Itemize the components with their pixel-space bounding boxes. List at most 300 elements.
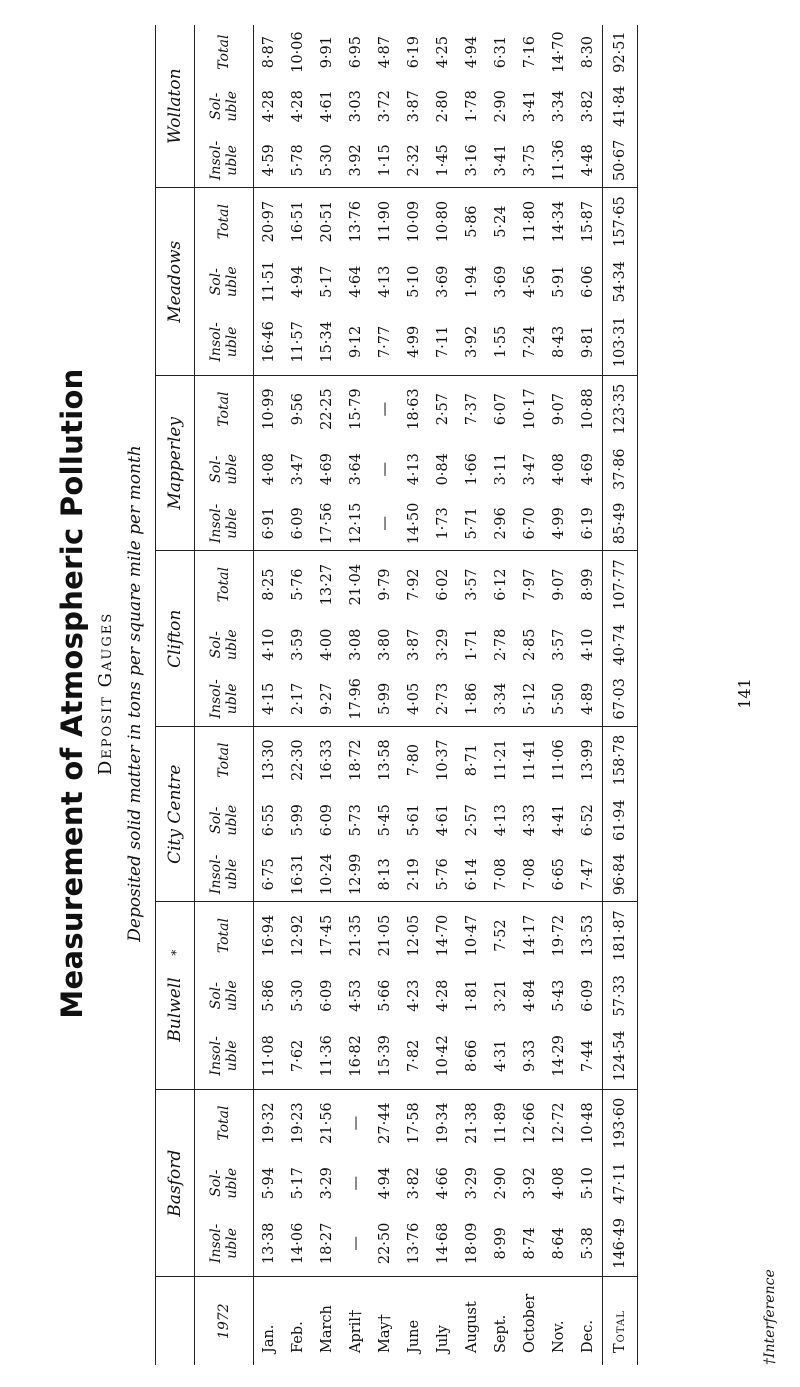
column-header: Sol- uble xyxy=(195,1156,254,1210)
table-cell: 4·94 xyxy=(463,35,480,69)
table-cell: 8·64 xyxy=(550,1227,567,1260)
month-label: Jan. xyxy=(254,1277,284,1365)
table-cell: 9·79 xyxy=(370,551,399,618)
table-cell: 4·00 xyxy=(318,628,335,661)
table-cell: 4·08 xyxy=(260,453,277,486)
station-meadows: Meadows xyxy=(156,188,195,376)
table-cell: 5·76 xyxy=(434,858,451,891)
table-cell: 8·74 xyxy=(521,1227,538,1260)
column-header: Insol- uble xyxy=(195,309,254,376)
table-cell: 7·80 xyxy=(399,726,428,793)
table-cell: 12·05 xyxy=(399,902,428,969)
table-cell: 12·92 xyxy=(283,902,312,969)
table-cell: 5·45 xyxy=(376,804,393,837)
table-cell: 0·84 xyxy=(434,453,451,486)
table-cell: 5·76 xyxy=(283,551,312,618)
table-cell: 2·80 xyxy=(434,90,451,123)
table-cell: 10·37 xyxy=(428,726,457,793)
table-cell: 18·27 xyxy=(318,1222,335,1265)
table-cell: 11·41 xyxy=(515,726,544,793)
table-cell: 8·99 xyxy=(492,1227,509,1260)
table-cell: 5·86 xyxy=(457,188,486,255)
table-cell: 5·61 xyxy=(405,804,422,837)
table-cell: 16·94 xyxy=(254,902,284,969)
table-cell: 7·97 xyxy=(515,551,544,618)
table-cell: 4·69 xyxy=(579,453,596,486)
column-header: Sol- uble xyxy=(195,255,254,309)
table-cell: 2·90 xyxy=(492,90,509,123)
table-cell: 11·51 xyxy=(260,261,277,303)
table-cell: 2·96 xyxy=(492,507,509,540)
column-header: Total xyxy=(195,902,254,969)
table-cell: 9·56 xyxy=(283,376,312,443)
table-cell: 22·25 xyxy=(312,376,341,443)
table-cell: 7·37 xyxy=(457,376,486,443)
total-cell: 146·49 xyxy=(603,1210,638,1277)
table-cell: — xyxy=(347,1236,364,1251)
table-cell: 5·43 xyxy=(550,979,567,1012)
table-cell: 1·15 xyxy=(376,144,393,177)
table-row xyxy=(399,25,428,1365)
table-cell: 6·07 xyxy=(486,376,515,443)
station-clifton: Clifton xyxy=(156,551,195,726)
table-cell: 12·15 xyxy=(347,502,364,545)
total-cell: 50·67 xyxy=(603,133,638,188)
table-cell: 4·10 xyxy=(579,628,596,661)
table-cell: 6·19 xyxy=(579,507,596,540)
table-cell: 6·09 xyxy=(318,979,335,1012)
table-cell: 11·57 xyxy=(289,321,306,363)
total-cell: 57·33 xyxy=(603,969,638,1023)
table-cell: 4·28 xyxy=(289,90,306,123)
table-cell: 22·30 xyxy=(283,726,312,793)
table-cell: 7·11 xyxy=(434,325,451,359)
table-cell: 6·95 xyxy=(347,35,364,69)
table-cell: 10·06 xyxy=(289,31,306,73)
table-cell: 9·91 xyxy=(318,35,335,69)
table-cell: 21·35 xyxy=(341,902,370,969)
table-cell: 16·31 xyxy=(289,853,306,896)
table-cell: 10·99 xyxy=(254,376,284,443)
total-cell: 54·34 xyxy=(603,255,638,309)
table-cell: 6·19 xyxy=(405,35,422,69)
table-cell: 5·94 xyxy=(260,1167,277,1200)
table-cell: 20·97 xyxy=(254,188,284,255)
month-label: August xyxy=(457,1277,486,1365)
table-cell: — xyxy=(376,462,393,477)
table-cell: 4·53 xyxy=(347,979,364,1012)
table-cell: 5·50 xyxy=(550,682,567,716)
column-header-row xyxy=(195,25,254,1365)
table-cell: 3·87 xyxy=(405,90,422,123)
total-cell: 123·35 xyxy=(603,376,638,443)
table-cell: 7·47 xyxy=(579,858,596,891)
table-cell: 3·41 xyxy=(521,90,538,123)
table-cell: 17·96 xyxy=(347,678,364,720)
table-cell: 1·73 xyxy=(434,507,451,540)
table-cell: 14·17 xyxy=(515,902,544,969)
table-cell: 4·15 xyxy=(260,682,277,716)
table-cell: 3·82 xyxy=(405,1167,422,1200)
column-header: Total xyxy=(195,551,254,618)
table-cell: 1·86 xyxy=(463,682,480,716)
total-cell: 47·11 xyxy=(603,1156,638,1210)
table-cell: 3·69 xyxy=(434,265,451,298)
table-cell: 14·29 xyxy=(550,1035,567,1077)
table-cell: 1·78 xyxy=(463,90,480,123)
table-cell: — xyxy=(347,1176,364,1191)
table-cell: 11·08 xyxy=(260,1035,277,1077)
table-cell: 11·06 xyxy=(544,726,573,793)
subtitle: Deposit Gauges xyxy=(95,611,116,776)
table-cell: 10·48 xyxy=(573,1089,603,1156)
column-header: Insol- uble xyxy=(195,672,254,727)
column-header: Total xyxy=(195,1089,254,1156)
table-cell: 4·99 xyxy=(550,507,567,540)
table-cell: 16·51 xyxy=(283,188,312,255)
table-cell: 5·73 xyxy=(347,804,364,837)
table-cell: 8·66 xyxy=(463,1039,480,1073)
table-cell: 3·80 xyxy=(376,628,393,661)
table-cell: 6·12 xyxy=(486,551,515,618)
table-cell: 3·69 xyxy=(492,265,509,298)
table-cell: 3·75 xyxy=(521,144,538,177)
column-header: Sol- uble xyxy=(195,79,254,133)
table-cell: 3·57 xyxy=(457,551,486,618)
table-cell: 6·02 xyxy=(428,551,457,618)
table-cell: 2·85 xyxy=(521,628,538,661)
total-cell: 124·54 xyxy=(603,1023,638,1090)
table-cell: 3·21 xyxy=(492,979,509,1012)
table-cell: 10·09 xyxy=(399,188,428,255)
table-cell: 5·86 xyxy=(260,979,277,1012)
table-cell: 13·76 xyxy=(405,1222,422,1265)
table-cell: 5·10 xyxy=(405,265,422,298)
table-cell: 14·06 xyxy=(289,1222,306,1265)
table-cell: 7·08 xyxy=(492,858,509,891)
table-cell: 19·34 xyxy=(428,1089,457,1156)
total-cell: 181·87 xyxy=(603,902,638,969)
table-cell: 3·34 xyxy=(492,682,509,716)
table-row xyxy=(544,25,573,1365)
table-cell: 3·87 xyxy=(405,628,422,661)
table-cell: 5·17 xyxy=(289,1167,306,1200)
table-cell: 13·30 xyxy=(254,726,284,793)
table-cell: 3·29 xyxy=(463,1167,480,1200)
table-cell: 2·78 xyxy=(492,628,509,661)
total-cell: 193·60 xyxy=(603,1089,638,1156)
total-label: Total xyxy=(603,1277,638,1365)
table-cell: 11·21 xyxy=(486,726,515,793)
table-cell: 5·30 xyxy=(318,144,335,177)
table-cell: 8·99 xyxy=(573,551,603,618)
table-cell: 7·16 xyxy=(521,35,538,69)
column-header: Total xyxy=(195,726,254,793)
table-cell: 1·55 xyxy=(492,325,509,359)
table-cell: 3·92 xyxy=(463,325,480,359)
table-cell: 13·76 xyxy=(341,188,370,255)
table-cell: 3·11 xyxy=(492,453,509,486)
table-cell: 14·70 xyxy=(428,902,457,969)
table-cell: 3·08 xyxy=(347,628,364,661)
month-label: Nov. xyxy=(544,1277,573,1365)
table-cell: 4·23 xyxy=(405,979,422,1012)
table-cell: 6·09 xyxy=(318,804,335,837)
table-row xyxy=(486,25,515,1365)
month-label: June xyxy=(399,1277,428,1365)
table-cell: 2·57 xyxy=(428,376,457,443)
table-cell: 13·99 xyxy=(573,726,603,793)
table-cell: 3·47 xyxy=(521,453,538,486)
column-header: Insol- uble xyxy=(195,1023,254,1090)
table-cell: 6·52 xyxy=(579,804,596,837)
table-cell: 6·09 xyxy=(289,507,306,540)
table-cell: 4·87 xyxy=(376,35,393,69)
table-cell: 9·33 xyxy=(521,1039,538,1073)
table-cell: 6·75 xyxy=(260,858,277,891)
station-basford: Basford xyxy=(156,1089,195,1277)
table-cell: 2·17 xyxy=(289,682,306,716)
table-cell: 8·87 xyxy=(260,35,277,69)
table-cell: 5·71 xyxy=(463,507,480,540)
table-cell: 4·99 xyxy=(405,325,422,359)
table-cell: 12·72 xyxy=(544,1089,573,1156)
table-cell: 3·34 xyxy=(550,90,567,123)
empty-corner xyxy=(156,1277,195,1365)
table-cell: 22·50 xyxy=(376,1222,393,1265)
table-cell: 10·80 xyxy=(428,188,457,255)
table-cell: 10·17 xyxy=(515,376,544,443)
total-cell: 61·94 xyxy=(603,793,638,847)
total-cell: 92·51 xyxy=(603,25,638,79)
table-body xyxy=(254,25,638,1365)
table-cell: 14·50 xyxy=(405,502,422,545)
table-cell: 15·79 xyxy=(341,376,370,443)
table-row xyxy=(573,25,603,1365)
table-cell: 8·30 xyxy=(579,35,596,69)
table-cell: 27·44 xyxy=(370,1089,399,1156)
table-row xyxy=(312,25,341,1365)
table-cell: 4·84 xyxy=(521,979,538,1012)
table-cell: 10·42 xyxy=(434,1035,451,1077)
table-cell: 15·39 xyxy=(376,1035,393,1077)
column-header: Sol- uble xyxy=(195,618,254,672)
month-label: July xyxy=(428,1277,457,1365)
table-cell: 5·30 xyxy=(289,979,306,1012)
column-header: Total xyxy=(195,25,254,79)
column-header: Sol- uble xyxy=(195,793,254,847)
table-cell: 4·94 xyxy=(289,265,306,298)
table-cell: 17·56 xyxy=(318,502,335,545)
station-bulwell-label: Bulwell xyxy=(165,977,185,1042)
table-cell: 4·94 xyxy=(376,1167,393,1200)
table-cell: 4·89 xyxy=(579,682,596,716)
table-cell: 12·99 xyxy=(347,853,364,896)
table-row xyxy=(428,25,457,1365)
table-cell: 3·29 xyxy=(318,1167,335,1200)
column-header: Insol- uble xyxy=(195,496,254,551)
table-cell: 6·55 xyxy=(260,804,277,837)
table-cell: 6·06 xyxy=(579,265,596,298)
table-cell: — xyxy=(376,516,393,531)
table-cell: 3·41 xyxy=(492,144,509,177)
caption: Deposited solid matter in tons per square mile per month xyxy=(125,445,145,942)
table-cell: 7·52 xyxy=(486,902,515,969)
table-cell: 6·70 xyxy=(521,507,538,540)
table-cell: 19·72 xyxy=(544,902,573,969)
table-cell: 16·33 xyxy=(312,726,341,793)
table-cell: 4·59 xyxy=(260,144,277,177)
station-bulwell xyxy=(156,902,195,1090)
table-cell: 7·24 xyxy=(521,325,538,359)
table-cell: 8·13 xyxy=(376,858,393,891)
table-cell: 5·10 xyxy=(579,1167,596,1200)
table-cell: 9·12 xyxy=(347,325,364,359)
table-cell: 16·46 xyxy=(260,321,277,363)
month-label: Feb. xyxy=(283,1277,312,1365)
table-cell: — xyxy=(370,376,399,443)
column-header: Sol- uble xyxy=(195,969,254,1023)
table-cell: 18·09 xyxy=(463,1222,480,1265)
table-cell: 5·99 xyxy=(376,682,393,716)
month-label: October xyxy=(515,1277,544,1365)
station-city-centre: City Centre xyxy=(156,726,195,901)
table-cell: 7·08 xyxy=(521,858,538,891)
table-row xyxy=(370,25,399,1365)
total-cell: 107·77 xyxy=(603,551,638,618)
table-cell: 3·16 xyxy=(463,144,480,177)
station-header-row xyxy=(156,25,195,1365)
table-cell: 14·68 xyxy=(434,1222,451,1265)
table-cell: 6·09 xyxy=(579,979,596,1012)
table-cell: 11·89 xyxy=(486,1089,515,1156)
total-row xyxy=(603,25,638,1365)
total-cell: 37·86 xyxy=(603,442,638,496)
table-cell: 3·92 xyxy=(347,144,364,177)
total-cell: 157·65 xyxy=(603,188,638,255)
month-label: March xyxy=(312,1277,341,1365)
table-cell: 5·99 xyxy=(289,804,306,837)
column-header: Insol- uble xyxy=(195,1210,254,1277)
table-cell: 11·36 xyxy=(550,139,567,182)
column-header: Insol- uble xyxy=(195,847,254,902)
table-cell: 4·13 xyxy=(405,453,422,486)
table-cell: 10·88 xyxy=(573,376,603,443)
total-cell: 103·31 xyxy=(603,309,638,376)
station-wollaton: Wollaton xyxy=(156,25,195,188)
table-cell: 4·61 xyxy=(434,804,451,837)
table-cell: 8·71 xyxy=(457,726,486,793)
column-header: Total xyxy=(195,376,254,443)
table-cell: 4·61 xyxy=(318,90,335,123)
column-header: Sol- uble xyxy=(195,442,254,496)
table-cell: 3·29 xyxy=(434,628,451,661)
table-cell: 7·92 xyxy=(399,551,428,618)
table-cell: 11·90 xyxy=(370,188,399,255)
table-cell: 8·25 xyxy=(254,551,284,618)
table-cell: 21·05 xyxy=(370,902,399,969)
table-cell: 17·45 xyxy=(312,902,341,969)
table-cell: 14·70 xyxy=(550,31,567,73)
table-cell: 13·53 xyxy=(573,902,603,969)
table-cell: 4·66 xyxy=(434,1167,451,1200)
table-cell: 21·38 xyxy=(457,1089,486,1156)
table-cell: 4·56 xyxy=(521,265,538,298)
table-cell: 2·19 xyxy=(405,858,422,891)
footnote: †Interference xyxy=(762,1269,778,1365)
table-cell: 4·31 xyxy=(492,1039,509,1073)
page-title: Measurement of Atmospheric Pollution xyxy=(55,368,89,1019)
table-cell: 15·34 xyxy=(318,321,335,363)
table-cell: 2·73 xyxy=(434,682,451,716)
month-label: Sept. xyxy=(486,1277,515,1365)
table-cell: 4·08 xyxy=(550,1167,567,1200)
table-cell: 6·14 xyxy=(463,858,480,891)
table-cell: 18·72 xyxy=(341,726,370,793)
table-cell: 10·24 xyxy=(318,853,335,896)
table-cell: 3·72 xyxy=(376,90,393,123)
table-cell: 13·58 xyxy=(370,726,399,793)
table-row xyxy=(283,25,312,1365)
table-cell: 9·07 xyxy=(544,376,573,443)
table-cell: 1·45 xyxy=(434,144,451,177)
table-cell: 19·23 xyxy=(283,1089,312,1156)
table-row xyxy=(341,25,370,1365)
table-row xyxy=(515,25,544,1365)
table-cell: 5·66 xyxy=(376,979,393,1012)
table-cell: 12·66 xyxy=(515,1089,544,1156)
table-cell: 2·32 xyxy=(405,144,422,177)
table-cell: 6·65 xyxy=(550,858,567,891)
table-cell: 3·03 xyxy=(347,90,364,123)
table-cell: 4·41 xyxy=(550,804,567,837)
total-cell: 40·74 xyxy=(603,618,638,672)
table-row xyxy=(457,25,486,1365)
table-cell: 11·80 xyxy=(515,188,544,255)
table-cell: 16·82 xyxy=(347,1035,364,1077)
pollution-table xyxy=(155,25,638,1365)
table-cell: 6·31 xyxy=(492,35,509,69)
table-cell: 3·92 xyxy=(521,1167,538,1200)
table-cell: 9·27 xyxy=(318,682,335,716)
total-cell: 96·84 xyxy=(603,847,638,902)
table-cell: 20·51 xyxy=(312,188,341,255)
table-cell: 21·04 xyxy=(341,551,370,618)
table-cell: 5·12 xyxy=(521,682,538,716)
table-cell: 4·69 xyxy=(318,453,335,486)
table-row xyxy=(254,25,284,1365)
table-cell: 4·64 xyxy=(347,265,364,298)
table-cell: 21·56 xyxy=(312,1089,341,1156)
table-cell: 3·59 xyxy=(289,628,306,661)
table-cell: 5·24 xyxy=(486,188,515,255)
marker-star: * xyxy=(169,949,183,956)
table-cell: 4·25 xyxy=(434,35,451,69)
total-cell: 85·49 xyxy=(603,496,638,551)
table-cell: 8·43 xyxy=(550,325,567,359)
total-cell: 41·84 xyxy=(603,79,638,133)
table-cell: 4·33 xyxy=(521,804,538,837)
column-header: Insol- uble xyxy=(195,133,254,188)
table-cell: 3·64 xyxy=(347,453,364,486)
table-cell: 9·81 xyxy=(579,325,596,359)
table-cell: 3·47 xyxy=(289,453,306,486)
page-number: 141 xyxy=(735,678,754,709)
table-cell: 4·05 xyxy=(405,682,422,716)
table-cell: 3·82 xyxy=(579,90,596,123)
table-cell: 2·57 xyxy=(463,804,480,837)
table-cell: 5·17 xyxy=(318,265,335,298)
